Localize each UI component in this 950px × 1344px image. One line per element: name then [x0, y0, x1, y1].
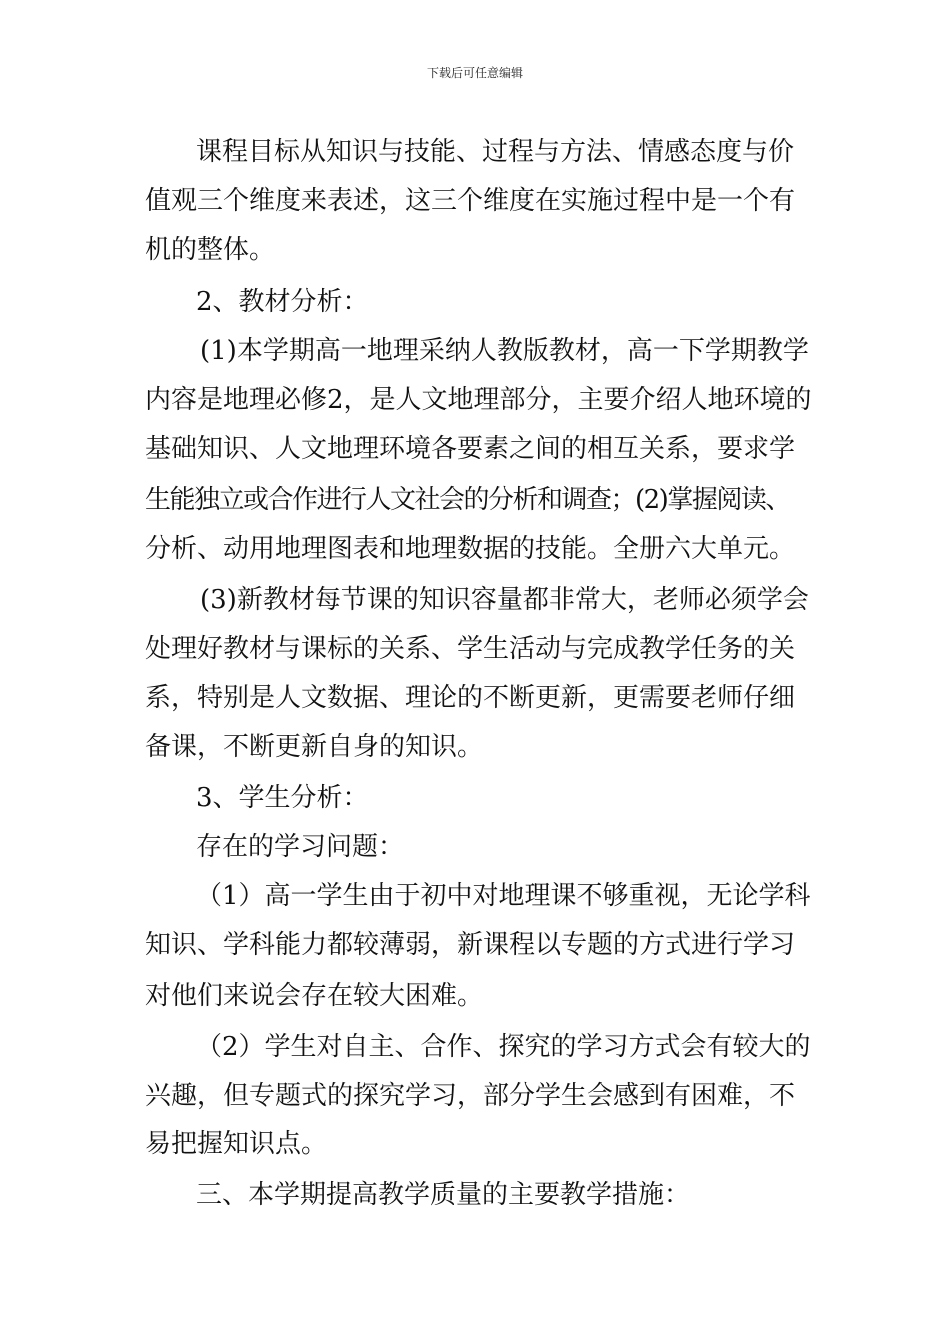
text-line [0, 482, 950, 518]
line-text: 处理好教材与课标的关系、学生活动与完成教学任务的关 [145, 634, 796, 664]
text-line [0, 1126, 950, 1162]
text-line [0, 978, 950, 1014]
text-line [0, 531, 950, 567]
line-text: (1)本学期高一地理采纳人教版教材，高一下学期教学 [200, 336, 809, 366]
line-text: 备课，不断更新自身的知识。 [145, 732, 484, 762]
text-line [0, 582, 950, 618]
line-text: 三、本学期提高教学质量的主要教学措施： [196, 1180, 691, 1210]
line-text: （1）高一学生由于初中对地理课不够重视，无论学科 [196, 881, 811, 911]
text-line [0, 333, 950, 369]
text-line [0, 829, 950, 865]
line-text: (3)新教材每节课的知识容量都非常大，老师必须学会 [200, 585, 809, 615]
line-text: 值观三个维度来表述，这三个维度在实施过程中是一个有 [145, 186, 796, 216]
line-text: 机的整体。 [145, 235, 276, 265]
text-line [0, 631, 950, 667]
section-heading [0, 1177, 950, 1213]
line-text: 生能独立或合作进行人文社会的分析和调查；(2)掌握阅读、 [145, 485, 790, 515]
text-line [0, 729, 950, 765]
text-line [0, 1078, 950, 1114]
line-text: 系，特别是人文数据、理论的不断更新，更需要老师仔细 [145, 683, 796, 713]
text-line [0, 927, 950, 963]
line-text: 3、学生分析： [196, 783, 369, 813]
line-text: 知识、学科能力都较薄弱，新课程以专题的方式进行学习 [145, 930, 796, 960]
section-heading [0, 780, 950, 816]
line-text: 兴趣，但专题式的探究学习，部分学生会感到有困难，不 [145, 1081, 796, 1111]
text-line [0, 431, 950, 467]
text-line [0, 134, 950, 170]
text-line [0, 878, 950, 914]
line-text: 内容是地理必修2，是人文地理部分，主要介绍人地环境的 [145, 385, 812, 415]
line-text: 分析、动用地理图表和地理数据的技能。全册六大单元。 [145, 534, 796, 564]
line-text: 基础知识、人文地理环境各要素之间的相互关系，要求学 [145, 434, 796, 464]
line-text: 2、教材分析： [196, 287, 369, 317]
text-line [0, 382, 950, 418]
line-text: 对他们来说会存在较大困难。 [145, 981, 484, 1011]
page-header: 下载后可任意编辑 [426, 66, 523, 80]
text-line [0, 680, 950, 716]
text-line [0, 232, 950, 268]
line-text: 易把握知识点。 [145, 1129, 328, 1159]
text-line [0, 1029, 950, 1065]
text-line [0, 183, 950, 219]
line-text: 存在的学习问题： [196, 832, 405, 862]
line-text: （2）学生对自主、合作、探究的学习方式会有较大的 [196, 1032, 811, 1062]
section-heading [0, 284, 950, 320]
line-text: 课程目标从知识与技能、过程与方法、情感态度与价 [196, 137, 795, 167]
